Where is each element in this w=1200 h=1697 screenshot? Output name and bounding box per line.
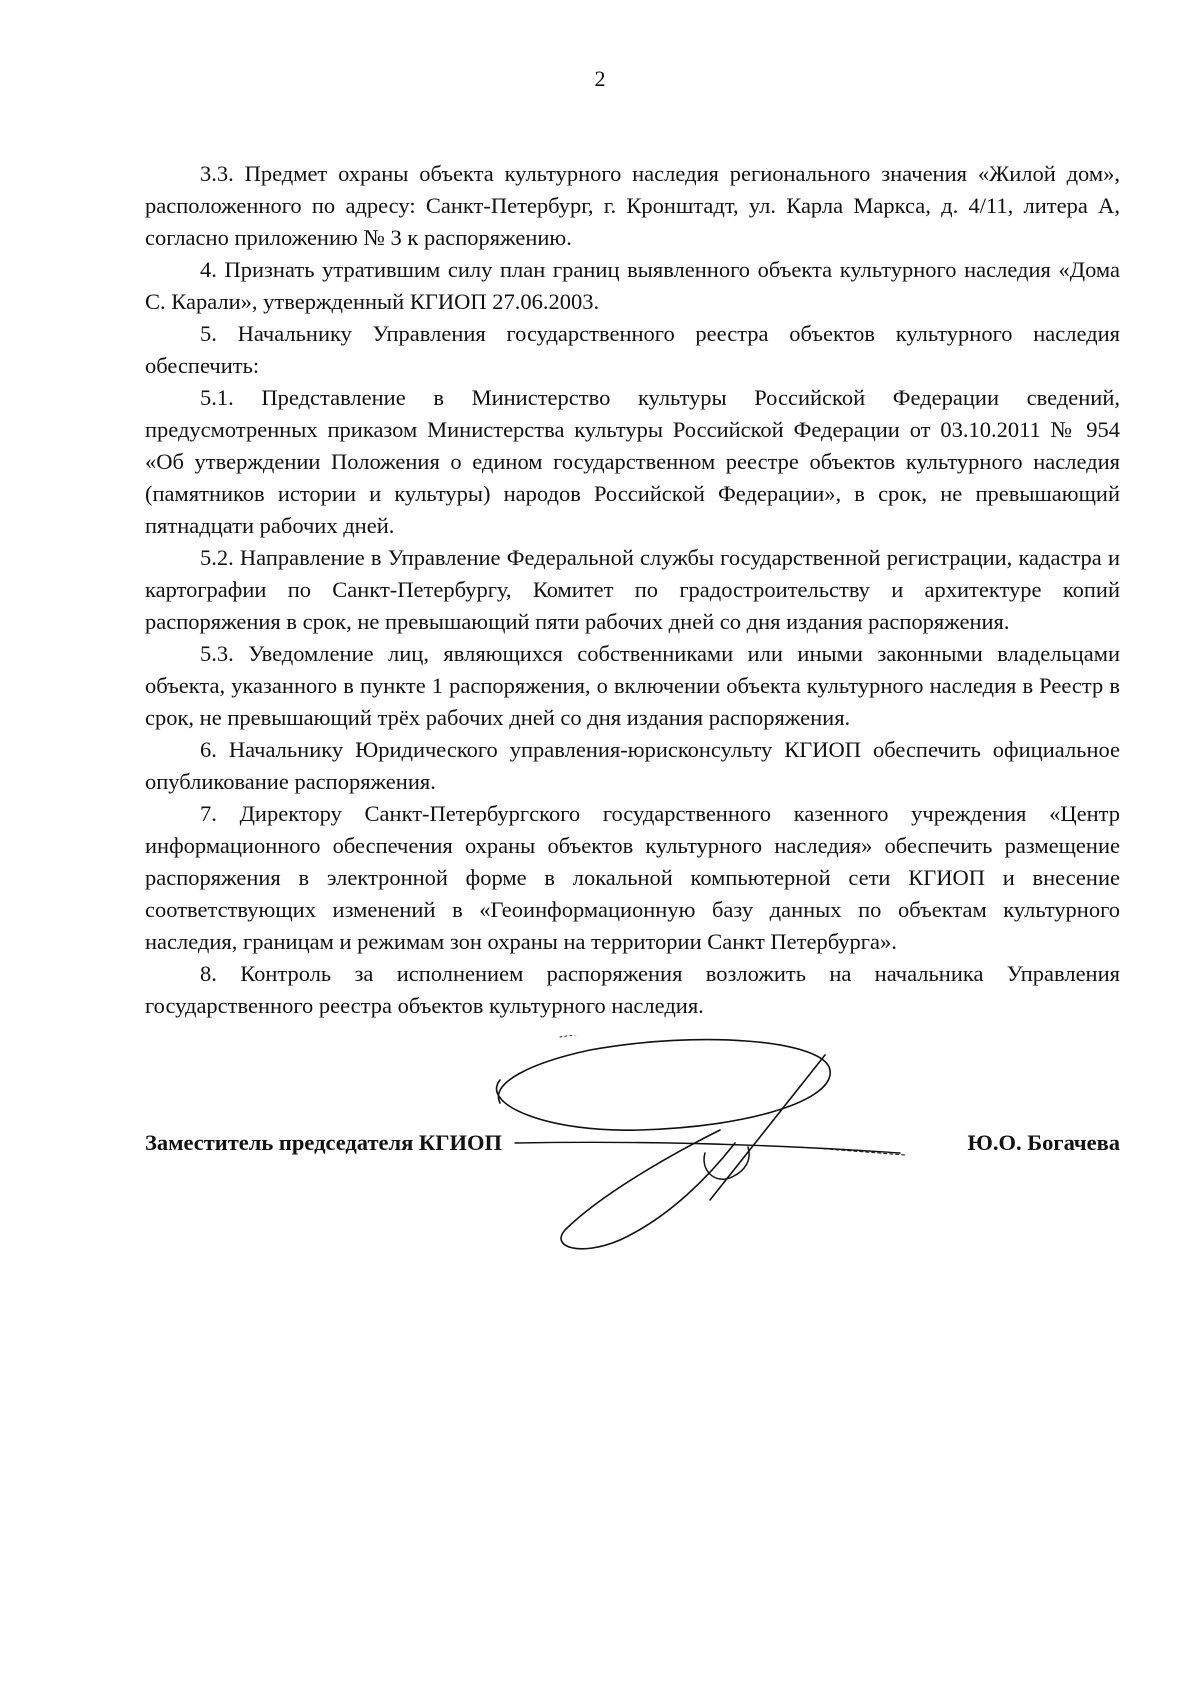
paragraph-6: 6. Начальнику Юридического управления-юрисконсульту КГИОП обеспечить официальное опубликование распоряжения. — [145, 737, 1120, 794]
paragraph-4: 4. Признать утратившим силу план границ выявленного объекта культурного наследия «Дома С. Карали», утвержденный КГИОП 27.06.2003. — [145, 257, 1120, 314]
document-body — [145, 158, 1120, 1022]
handwritten-signature-icon — [470, 1035, 930, 1265]
paragraph-8: 8. Контроль за исполнением распоряжения возложить на начальника Управления государственного реестра объектов культурного наследия. — [145, 961, 1120, 1018]
signer-name: Ю.О. Богачева — [967, 1130, 1120, 1155]
paragraph-5-3: 5.3. Уведомление лиц, являющихся собственниками или иными законными владельцами объекта, указанного в пункте 1 распоряжения, о включении объекта культурного наследия в Реестр в срок, не превышающий трёх рабочих дней со дня издания распоряжения. — [145, 641, 1120, 730]
paragraph-3-3: 3.3. Предмет охраны объекта культурного наследия регионального значения «Жилой дом», расположенного по адресу: Санкт-Петербург, г. Кронштадт, ул. Карла Маркса, д. 4/11, литера А, согласно приложению № 3 к распоряжению. — [145, 161, 1120, 250]
paragraph-5-2: 5.2. Направление в Управление Федеральной службы государственной регистрации, кадастра и картографии по Санкт-Петербургу, Комитет по градостроительству и архитектуре копий распоряжения в срок, не превышающий пяти рабочих дней со дня издания распоряжения. — [145, 545, 1120, 634]
signer-title: Заместитель председателя КГИОП — [145, 1130, 503, 1155]
paragraph-7: 7. Директору Санкт-Петербургского государственного казенного учреждения «Центр информационного обеспечения охраны объектов культурного наследия» обеспечить размещение распоряжения в электронной форме в локальной компьютерной сети КГИОП и внесение соответствующих изменений в «Геоинформационную базу данных по объектам культурного наследия, границам и режимам зон охраны на территории Санкт Петербурга». — [145, 801, 1120, 954]
paragraph-5-1: 5.1. Представление в Министерство культуры Российской Федерации сведений, предусмотренных приказом Министерства культуры Российской Федерации от 03.10.2011 № 954 «Об утверждении Положения о едином государственном реестре объектов культурного наследия (памятников истории и культуры) народов Российской Федерации», в срок, не превышающий пятнадцати рабочих дней. — [145, 385, 1120, 538]
paragraph-5: 5. Начальнику Управления государственного реестра объектов культурного наследия обеспечить: — [145, 321, 1120, 378]
page-number: 2 — [594, 66, 606, 91]
